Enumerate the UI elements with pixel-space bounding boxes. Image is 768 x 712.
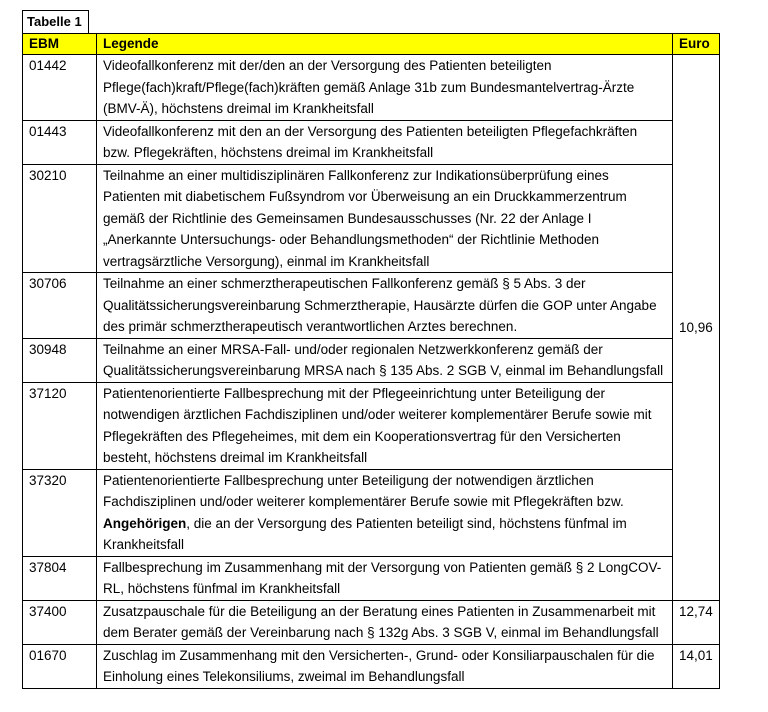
legend-text: Fallbesprechung im Zusammenhang mit der Versorgung von Patienten gemäß § 2 LongCOV-RL, höchstens fünfmal im Krankheitsfall: [97, 556, 673, 600]
ebm-code: 30210: [23, 164, 97, 273]
table-row: [23, 600, 720, 644]
legend-text: Patientenorientierte Fallbesprechung mit der Pflegeeinrichtung unter Beteiligung der notwendigen ärztlichen Fachdisziplinen und/oder weiterer komplementärer Berufe sowie mit Pflegekräften des Pflegeheimes, mit dem ein Kooperationsvertrag für den Versicherten besteht, höchstens dreimal im Krankheitsfall: [97, 382, 673, 469]
ebm-code: 37804: [23, 556, 97, 600]
table-row: [23, 55, 720, 121]
header-euro: Euro: [673, 34, 720, 55]
legend-text: Teilnahme an einer MRSA-Fall- und/oder regionalen Netzwerkkonferenz gemäß der Qualitätssicherungsvereinbarung MRSA nach § 135 Abs. 2 SGB V, einmal im Behandlungsfall: [97, 338, 673, 382]
legend-text: Teilnahme an einer schmerztherapeutischen Fallkonferenz gemäß § 5 Abs. 3 der Qualitätssicherungsvereinbarung Schmerztherapie, Hausärzte dürfen die GOP unter Angabe des primär schmerztherapeutisch verantwortlichen Arztes berechnen.: [97, 273, 673, 339]
header-ebm: EBM: [23, 34, 97, 55]
table-row: [23, 120, 720, 164]
legend-text-part: , die an der Versorgung des Patienten beteiligt sind, höchstens fünfmal im Krankheitsfall: [103, 515, 627, 552]
ebm-code: 30706: [23, 273, 97, 339]
ebm-code: 01443: [23, 120, 97, 164]
table-container: [22, 10, 720, 689]
ebm-code: 37400: [23, 600, 97, 644]
table-row: [23, 556, 720, 600]
ebm-code: 01442: [23, 55, 97, 121]
euro-value: 14,01: [673, 644, 720, 688]
header-row: [23, 34, 720, 55]
legend-text: Teilnahme an einer multidisziplinären Fallkonferenz zur Indikationsüberprüfung eines Patienten mit diabetischem Fußsyndrom vor Überweisung an ein Druckkammerzentrum gemäß der Richtlinie des Gemeinsamen Bundesausschusses (Nr. 22 der Anlage I „Anerkannte Untersuchungs- oder Behandlungsmethoden“ der Richtlinie Methoden vertragsärztliche Versorgung), einmal im Krankheitsfall: [97, 164, 673, 273]
legend-text: [97, 469, 673, 556]
table-title: Tabelle 1: [22, 10, 89, 33]
table-row: [23, 338, 720, 382]
legend-text: Zuschlag im Zusammenhang mit den Versicherten-, Grund- oder Konsiliarpauschalen für die Einholung eines Telekonsiliums, zweimal im Behandlungsfall: [97, 644, 673, 688]
euro-value-merged: 10,96: [673, 55, 720, 601]
ebm-code: 30948: [23, 338, 97, 382]
legend-bold-term: Angehörigen: [103, 515, 187, 531]
table-row: [23, 644, 720, 688]
ebm-code: 37120: [23, 382, 97, 469]
table-row: [23, 469, 720, 556]
ebm-code: 01670: [23, 644, 97, 688]
fee-table: [22, 33, 720, 689]
ebm-code: 37320: [23, 469, 97, 556]
legend-text: Zusatzpauschale für die Beteiligung an der Beratung eines Patienten in Zusammenarbeit mit dem Berater gemäß der Vereinbarung nach § 132g Abs. 3 SGB V, einmal im Behandlungsfall: [97, 600, 673, 644]
legend-text: Videofallkonferenz mit den an der Versorgung des Patienten beteiligten Pflegefachkräften bzw. Pflegekräften, höchstens dreimal im Krankheitsfall: [97, 120, 673, 164]
table-row: [23, 164, 720, 273]
table-row: [23, 273, 720, 339]
legend-text-part: Patientenorientierte Fallbesprechung unter Beteiligung der notwendigen ärztlichen Fachdisziplinen und/oder weiterer komplementärer Berufe sowie mit Pflegekräften bzw.: [103, 472, 624, 509]
header-legend: Legende: [97, 34, 673, 55]
euro-value: 12,74: [673, 600, 720, 644]
table-row: [23, 382, 720, 469]
legend-text: Videofallkonferenz mit der/den an der Versorgung des Patienten beteiligten Pflege(fach)kraft/Pflege(fach)kräften gemäß Anlage 31b zum Bundesmantelvertrag-Ärzte (BMV-Ä), höchstens dreimal im Krankheitsfall: [97, 55, 673, 121]
